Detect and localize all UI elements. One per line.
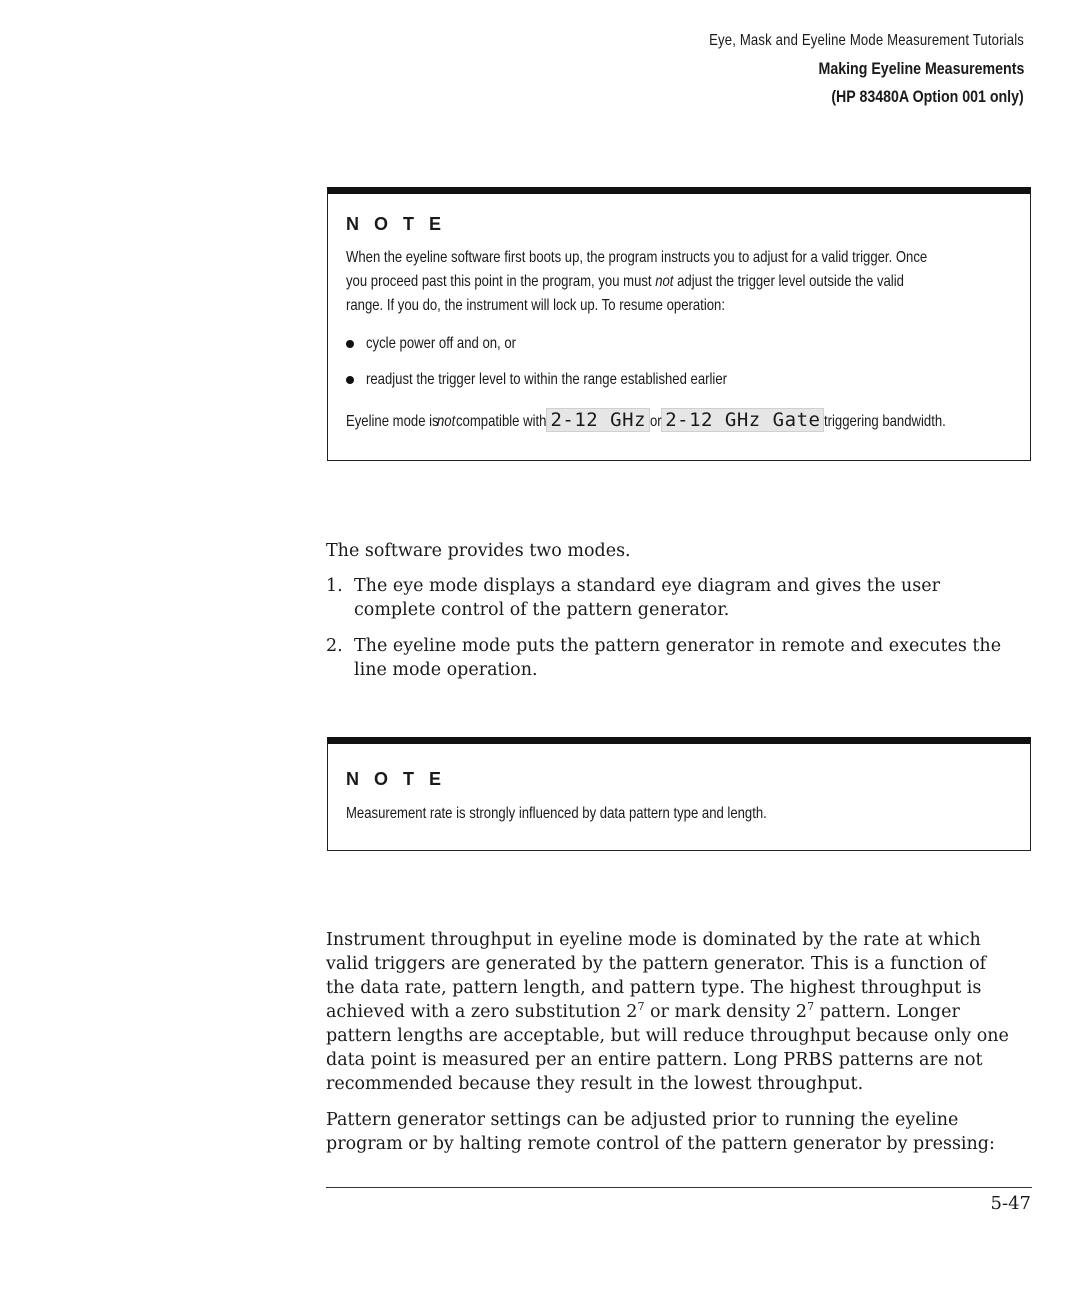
note-paragraph: Measurement rate is strongly influenced by data pattern type and length. bbox=[346, 805, 767, 822]
footer-rule bbox=[326, 1187, 1032, 1188]
bullet-dot-icon bbox=[346, 376, 354, 384]
bullet-item: readjust the trigger level to within the range established earlier bbox=[346, 371, 806, 389]
throughput-paragraph: Instrument throughput in eyeline mode is dominated by the rate at which valid triggers are generated by the pattern generator. This is a function of the data rate, pattern length, and pattern type. The highest throughput is achieved with a zero substitution $2^7$ or mark density $2^7$ pattern. Longer pattern lengths are acceptable, but will reduce throughput because only one data point is measured per an entire pattern. Long PRBS patterns are not recommended because they result in the lowest throughput. bbox=[326, 930, 1009, 1094]
note-title: N O T E bbox=[346, 769, 447, 789]
note-title: N O T E bbox=[346, 214, 447, 234]
page-number: 5-47 bbox=[990, 1193, 1031, 1214]
softkey-2-12ghz-gate: 2-12 GHz Gate bbox=[661, 408, 824, 432]
softkey-2-12ghz: 2-12 GHz bbox=[546, 408, 650, 432]
note-line: When the eyeline software first boots up, the program instructs you to adjust for a valid trigger. Once bbox=[346, 249, 928, 266]
note-box-trigger bbox=[327, 187, 1031, 461]
note-line: you proceed past this point in the program, you must not adjust the trigger level outside the valid bbox=[346, 273, 904, 290]
compat-line: Eyeline mode isnotcompatible with2-12 GHzor2-12 GHz Gatetriggering bandwidth. bbox=[346, 409, 947, 431]
settings-paragraph: Pattern generator settings can be adjusted prior to running the eyeline program or by halting remote control of the pattern generator by pressing: bbox=[326, 1110, 995, 1154]
note-paragraph bbox=[346, 246, 928, 318]
note-box-measurement-rate bbox=[327, 737, 1031, 851]
running-header-option: (HP 83480A Option 001 only) bbox=[831, 88, 1024, 106]
running-header-chapter: Eye, Mask and Eyeline Mode Measurement Tutorials bbox=[709, 32, 1024, 49]
list-item: 1. The eye mode displays a standard eye diagram and gives the user complete control of the pattern generator. bbox=[326, 576, 941, 620]
list-item: 2. The eyeline mode puts the pattern generator in remote and executes the line mode operation. bbox=[326, 636, 1002, 680]
modes-intro: The software provides two modes. bbox=[326, 541, 631, 561]
running-header-section: Making Eyeline Measurements bbox=[818, 60, 1024, 78]
bullet-item: cycle power off and on, or bbox=[346, 335, 549, 353]
bullet-dot-icon bbox=[346, 340, 354, 348]
note-line: range. If you do, the instrument will lock up. To resume operation: bbox=[346, 297, 725, 314]
